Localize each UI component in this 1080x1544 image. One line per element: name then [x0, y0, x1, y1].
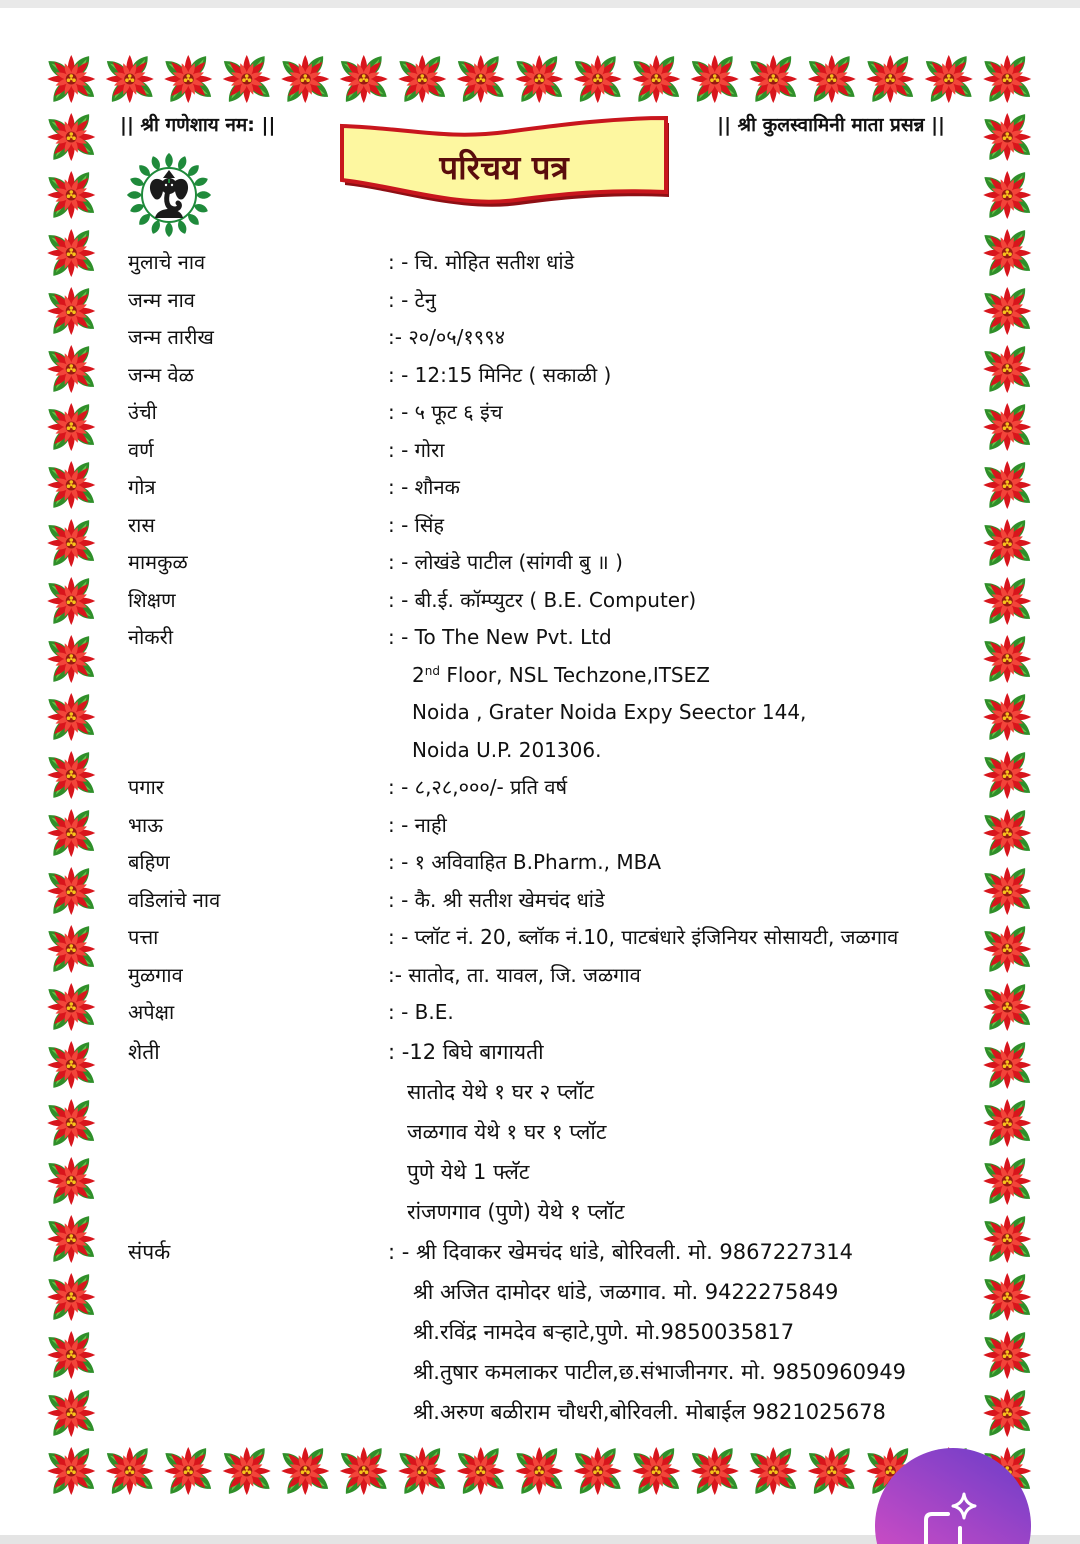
- detail-value: Noida , Grater Noida Expy Seector 144,: [412, 700, 807, 724]
- fab-circle[interactable]: [875, 1448, 1031, 1544]
- detail-value: :- २०/०५/१९९४: [388, 325, 505, 349]
- property-line: [128, 1192, 978, 1232]
- invocation-ganesha: || श्री गणेशाय नम: ||: [120, 114, 276, 136]
- detail-value: : - बी.ई. कॉम्प्युटर ( B.E. Computer): [388, 587, 697, 612]
- maternal-family-row: [128, 544, 978, 582]
- detail-label: संपर्क: [128, 1239, 171, 1264]
- detail-value: : - शौनक: [388, 475, 460, 499]
- detail-label: मामकुळ: [128, 550, 188, 574]
- detail-label: गोत्र: [128, 475, 156, 499]
- contact-line: [128, 1312, 978, 1352]
- birth-name-row: [128, 282, 978, 320]
- invocation-kulswamini: || श्री कुलस्वामिनी माता प्रसन्न ||: [717, 114, 945, 136]
- detail-value: : - ८,२८,०००/- प्रति वर्ष: [388, 775, 568, 799]
- detail-label: पगार: [128, 775, 164, 799]
- detail-label: नोकरी: [128, 625, 173, 649]
- detail-label: मुळगाव: [128, 962, 183, 987]
- detail-value: Noida U.P. 201306.: [412, 737, 602, 762]
- detail-value: : - प्लॉट नं. 20, ब्लॉक नं.10, पाटबंधारे इंजिनियर सोसायटी, जळगाव: [388, 925, 899, 949]
- address-row: [128, 919, 978, 957]
- detail-value: पुणे येथे 1 फ्लॅट: [407, 1159, 530, 1184]
- detail-label: शेती: [128, 1039, 160, 1064]
- expectation-row: [128, 994, 978, 1032]
- detail-label: वडिलांचे नाव: [128, 887, 221, 912]
- gotra-row: [128, 469, 978, 507]
- detail-label: अपेक्षा: [128, 1000, 175, 1024]
- detail-value: : - To The New Pvt. Ltd: [388, 625, 612, 649]
- detail-value: श्री.तुषार कमलाकर पाटील,छ.संभाजीनगर. मो. 9850960949: [413, 1359, 907, 1384]
- detail-label: रास: [128, 512, 155, 537]
- job-row: [128, 619, 978, 657]
- father-name-row: [128, 882, 978, 920]
- detail-value: [388, 657, 710, 695]
- detail-value: : - ५ फूट ६ इंच: [388, 400, 503, 424]
- detail-value: : - B.E.: [388, 1000, 454, 1024]
- detail-value: : - १ अविवाहित B.Pharm., MBA: [388, 850, 662, 874]
- detail-value: : -12 बिघे बागायती: [388, 1039, 544, 1064]
- details-group-main: [128, 244, 978, 1032]
- detail-label: जन्म तारीख: [128, 325, 214, 349]
- birth-time-row: [128, 357, 978, 395]
- detail-label: मुलाचे नाव: [128, 250, 206, 274]
- border-left: [42, 108, 101, 1442]
- edit-image-button[interactable]: [866, 1448, 1038, 1544]
- farmland-row: [128, 1032, 978, 1072]
- border-right: [978, 108, 1037, 1442]
- property-line: [128, 1112, 978, 1152]
- detail-value: जळगाव येथे १ घर १ प्लॉट: [407, 1119, 607, 1144]
- native-place-row: [128, 957, 978, 995]
- detail-value: : - गोरा: [388, 437, 445, 462]
- detail-value: सातोद येथे १ घर २ प्लॉट: [407, 1079, 595, 1104]
- job-address-line: [128, 657, 978, 695]
- border-top: [42, 50, 1037, 108]
- job-address-line: [128, 732, 978, 770]
- ganesha-logo: [126, 150, 212, 240]
- detail-label: शिक्षण: [128, 587, 176, 612]
- contact-line: [128, 1392, 978, 1432]
- detail-value: : - सिंह: [388, 512, 444, 537]
- detail-label: बहिण: [128, 850, 170, 874]
- detail-value: : - टेनु: [388, 287, 436, 312]
- brother-row: [128, 807, 978, 845]
- name-row: [128, 244, 978, 282]
- contact-line: [128, 1272, 978, 1312]
- detail-value: : - नाही: [388, 812, 447, 837]
- detail-label: जन्म नाव: [128, 287, 195, 312]
- education-row: [128, 582, 978, 620]
- rashi-row: [128, 507, 978, 545]
- details-group-property-contact: [128, 1032, 978, 1432]
- contact-line: [128, 1352, 978, 1392]
- property-line: [128, 1072, 978, 1112]
- detail-label: वर्ण: [128, 437, 154, 462]
- sister-row: [128, 844, 978, 882]
- detail-value: श्री.अरुण बळीराम चौधरी,बोरिवली. मोबाईल 9821025678: [413, 1399, 886, 1424]
- floor-ordinal-suffix: nd: [424, 663, 440, 678]
- contact-row: [128, 1232, 978, 1272]
- detail-value: : - चि. मोहित सतीश धांडे: [388, 250, 575, 274]
- birth-date-row: [128, 319, 978, 357]
- detail-label: उंची: [128, 400, 157, 424]
- complexion-row: [128, 432, 978, 470]
- page-title: परिचय पत्र: [439, 148, 569, 187]
- detail-label: भाऊ: [128, 812, 163, 837]
- floor-address-text: Floor, NSL Techzone,ITSEZ: [439, 662, 710, 687]
- detail-value: : - लोखंडे पाटील (सांगवी बु ॥ ): [388, 550, 623, 574]
- property-line: [128, 1152, 978, 1192]
- biodata-details: [128, 244, 978, 1432]
- detail-value: : - 12:15 मिनिट ( सकाळी ): [388, 362, 612, 387]
- salary-row: [128, 769, 978, 807]
- detail-value: रांजणगाव (पुणे) येथे १ प्लॉट: [407, 1199, 625, 1224]
- detail-value: :- सातोद, ता. यावल, जि. जळगाव: [388, 962, 641, 987]
- detail-value: : - श्री दिवाकर खेमचंद धांडे, बोरिवली. मो. 9867227314: [388, 1239, 854, 1264]
- job-address-line: [128, 694, 978, 732]
- detail-label: जन्म वेळ: [128, 362, 194, 387]
- detail-value: श्री अजित दामोदर धांडे, जळगाव. मो. 9422275849: [413, 1279, 839, 1304]
- height-row: [128, 394, 978, 432]
- detail-value: : - कै. श्री सतीश खेमचंद धांडे: [388, 887, 605, 912]
- detail-label: पत्ता: [128, 925, 159, 949]
- floor-number: 2: [412, 662, 425, 687]
- detail-value: श्री.रविंद्र नामदेव बऱ्हाटे,पुणे. मो.9850035817: [413, 1319, 795, 1344]
